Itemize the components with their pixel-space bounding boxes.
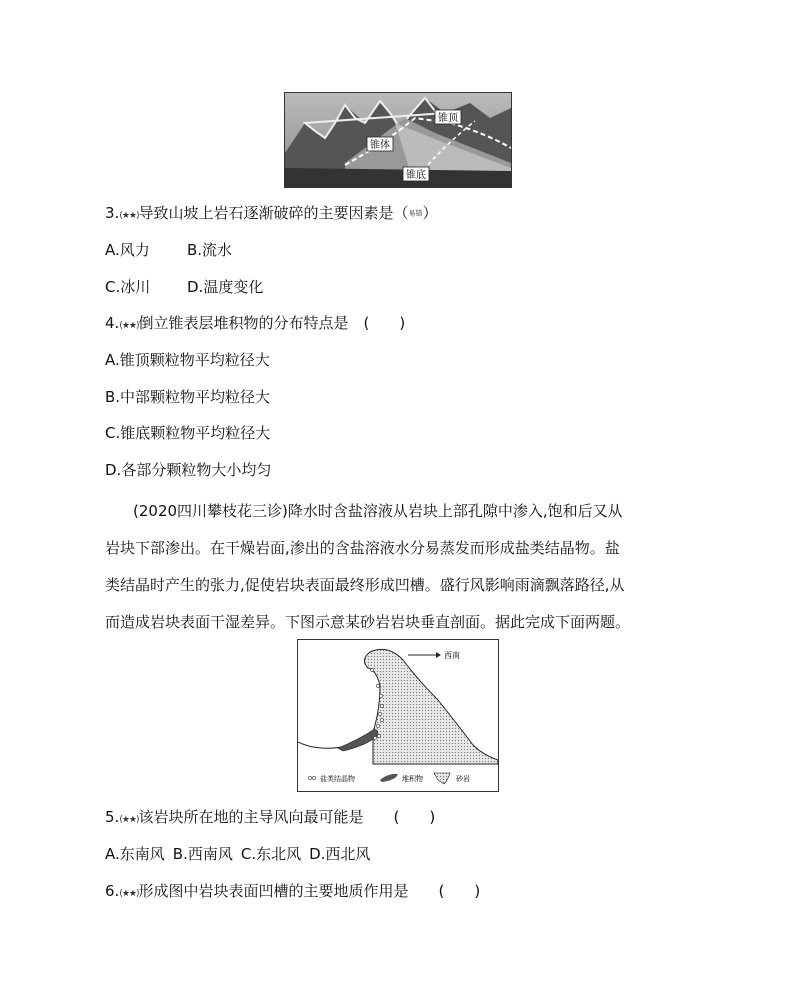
question-3-text: 导致山坡上岩石逐渐破碎的主要因素是（ xyxy=(138,204,409,222)
legend-sandstone: 砂岩 xyxy=(456,775,470,783)
question-4-text: 倒立锥表层堆积物的分布特点是 ( ) xyxy=(138,314,406,332)
option: B.流水 xyxy=(187,241,233,259)
difficulty-stars: (★★) xyxy=(119,211,139,221)
difficulty-tag: 易错 xyxy=(408,209,423,218)
option: A.东南风 xyxy=(105,845,165,863)
option: D.各部分颗粒物大小均匀 xyxy=(105,461,272,479)
legend-salt: 盐类结晶物 xyxy=(320,775,355,783)
direction-label: 西南 xyxy=(444,651,460,660)
question-6 xyxy=(105,881,480,904)
option: B.西南风 xyxy=(172,845,233,863)
question-5-options xyxy=(105,844,370,864)
label-cone-top: 锥顶 xyxy=(438,113,458,124)
passage-line: 而造成岩块表面干湿差异。下图示意某砂岩岩块垂直剖面。据此完成下面两题。 xyxy=(105,613,631,631)
mountain-photo xyxy=(284,92,512,188)
question-6-number: 6. xyxy=(105,882,120,900)
question-3-options-row2 xyxy=(105,277,263,297)
passage-line: (2020四川攀枝花三诊)降水时含盐溶液从岩块上部孔隙中渗入,饱和后又从 xyxy=(133,502,623,520)
label-cone-body: 锥体 xyxy=(370,140,390,151)
option: B.中部颗粒物平均粒径大 xyxy=(105,388,271,406)
rock-cross-section xyxy=(297,639,499,792)
option: D.温度变化 xyxy=(187,278,264,296)
question-5-number: 5. xyxy=(105,808,120,826)
label-cone-bottom: 锥底 xyxy=(406,170,426,181)
legend-deposit: 堆积物 xyxy=(402,775,423,783)
question-3-options-row1 xyxy=(105,240,232,260)
question-6-text: 形成图中岩块表面凹槽的主要地质作用是 ( ) xyxy=(138,882,481,900)
passage-line: 类结晶时产生的张力,促使岩块表面最终形成凹槽。盛行风影响雨滴飘落路径,从 xyxy=(105,576,625,594)
question-4-number: 4. xyxy=(105,314,120,332)
question-4 xyxy=(105,313,405,336)
difficulty-stars: (★★) xyxy=(119,889,139,899)
option: A.锥顶颗粒物平均粒径大 xyxy=(105,351,270,369)
option: D.西北风 xyxy=(309,845,371,863)
question-3 xyxy=(105,203,438,226)
difficulty-stars: (★★) xyxy=(119,321,139,331)
question-5-text: 该岩块所在地的主导风向最可能是 ( ) xyxy=(138,808,436,826)
difficulty-stars: (★★) xyxy=(119,815,139,825)
option: C.冰川 xyxy=(105,278,151,296)
mountain-photo-illustration xyxy=(285,93,511,187)
passage-line: 岩块下部渗出。在干燥岩面,渗出的含盐溶液水分易蒸发而形成盐类结晶物。盐 xyxy=(105,539,620,557)
option: A.风力 xyxy=(105,241,150,259)
question-3-number: 3. xyxy=(105,204,120,222)
question-3-close: ） xyxy=(422,204,438,222)
rock-section-illustration xyxy=(298,640,498,791)
option: C.锥底颗粒物平均粒径大 xyxy=(105,424,271,442)
legend xyxy=(308,773,470,784)
question-5 xyxy=(105,807,435,830)
passage xyxy=(105,493,705,641)
option: C.东北风 xyxy=(240,845,302,863)
